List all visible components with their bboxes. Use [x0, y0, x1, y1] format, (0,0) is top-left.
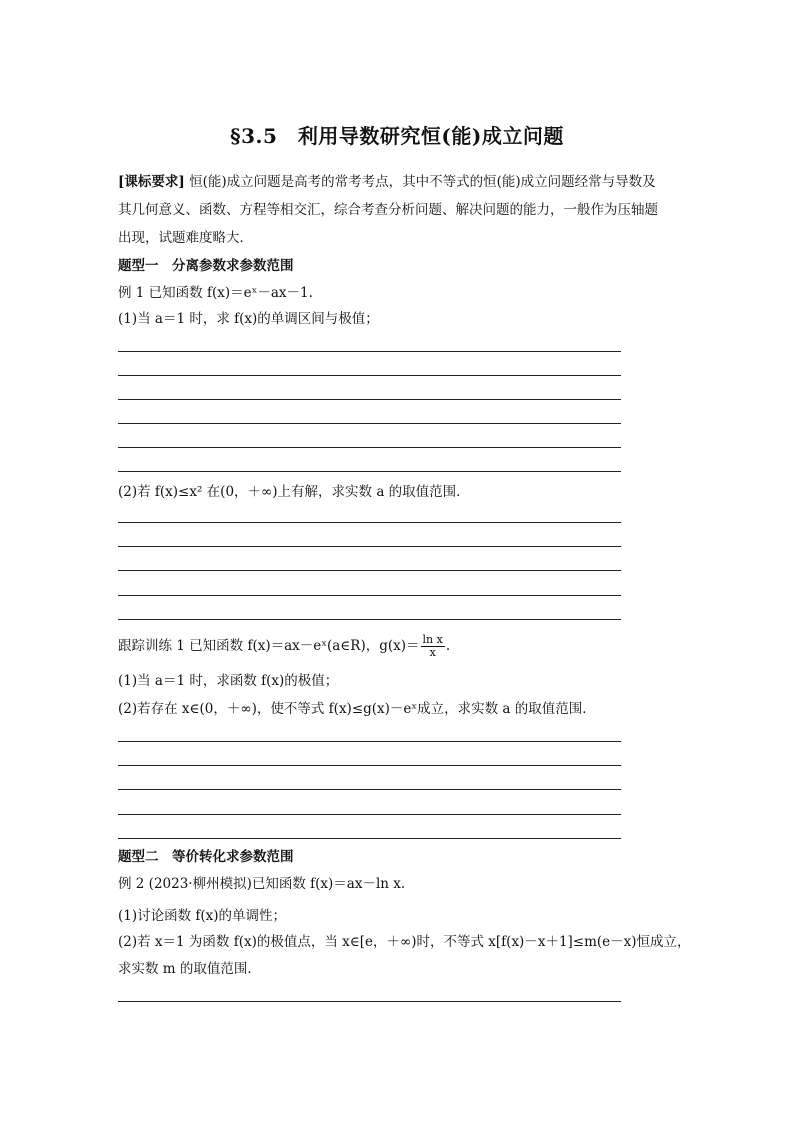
answer-line[interactable]	[118, 399, 621, 400]
answer-line[interactable]	[118, 375, 621, 376]
example-1-question-2: (2)若 f(x)≤x² 在(0，＋∞)上有解，求实数 a 的取值范围．	[118, 484, 470, 500]
fraction-numerator: ln x	[422, 633, 443, 646]
answer-line[interactable]	[118, 522, 621, 523]
answer-line[interactable]	[118, 351, 621, 352]
answer-line[interactable]	[118, 1001, 621, 1002]
example-1-stem: 例 1 已知函数 f(x)＝eˣ－ax－1.	[118, 285, 313, 301]
intro-text-1: 恒(能)成立问题是高考的常考考点，其中不等式的恒(能)成立问题经常与导数及	[189, 174, 656, 190]
practice-1-question-2: (2)若存在 x∈(0，＋∞)，使不等式 f(x)≤g(x)－eˣ成立，求实数 a 的取值范围．	[118, 701, 596, 717]
answer-line[interactable]	[118, 619, 621, 620]
example-2-stem: 例 2 (2023·柳州模拟)已知函数 f(x)＝ax－ln x.	[118, 876, 406, 892]
intro-paragraph-line-3: 出现，试题难度略大．	[118, 230, 253, 246]
practice-1-stem-end: .	[445, 638, 451, 654]
answer-line[interactable]	[118, 447, 621, 448]
answer-line[interactable]	[118, 814, 621, 815]
intro-paragraph-line-1	[118, 172, 678, 192]
example-1-question-1: (1)当 a＝1 时，求 f(x)的单调区间与极值；	[118, 311, 379, 327]
answer-line[interactable]	[118, 595, 621, 596]
fraction-denominator: x	[429, 646, 436, 659]
answer-line[interactable]	[118, 570, 621, 571]
example-2-question-1: (1)讨论函数 f(x)的单调性；	[118, 908, 287, 924]
answer-line[interactable]	[118, 789, 621, 790]
intro-tag: [课标要求]	[118, 174, 185, 190]
page-title: §3.5 利用导数研究恒(能)成立问题	[230, 124, 564, 148]
section-heading-2: 题型二 等价转化求参数范围	[118, 849, 294, 865]
answer-line[interactable]	[118, 741, 621, 742]
answer-line[interactable]	[118, 765, 621, 766]
practice-1-question-1: (1)当 a＝1 时，求函数 f(x)的极值；	[118, 673, 339, 689]
section-heading-1: 题型一 分离参数求参数范围	[118, 258, 294, 274]
answer-line[interactable]	[118, 423, 621, 424]
intro-paragraph-line-2: 其几何意义、函数、方程等相交汇，综合考查分析问题、解决问题的能力，一般作为压轴题	[118, 202, 658, 218]
answer-line[interactable]	[118, 546, 621, 547]
example-2-question-2-line-2: 求实数 m 的取值范围．	[118, 961, 261, 977]
answer-line[interactable]	[118, 471, 621, 472]
practice-1-stem-text: 跟踪训练 1 已知函数 f(x)＝ax－eˣ(a∈R)，g(x)＝	[118, 638, 420, 654]
example-2-question-2-line-1: (2)若 x＝1 为函数 f(x)的极值点，当 x∈[e，＋∞)时，不等式 x[f(x)－x＋1]≤m(e－x)恒成立，	[118, 934, 691, 950]
answer-line[interactable]	[118, 838, 621, 839]
practice-1-stem	[118, 634, 678, 659]
fraction-ln-x-over-x	[421, 634, 445, 659]
